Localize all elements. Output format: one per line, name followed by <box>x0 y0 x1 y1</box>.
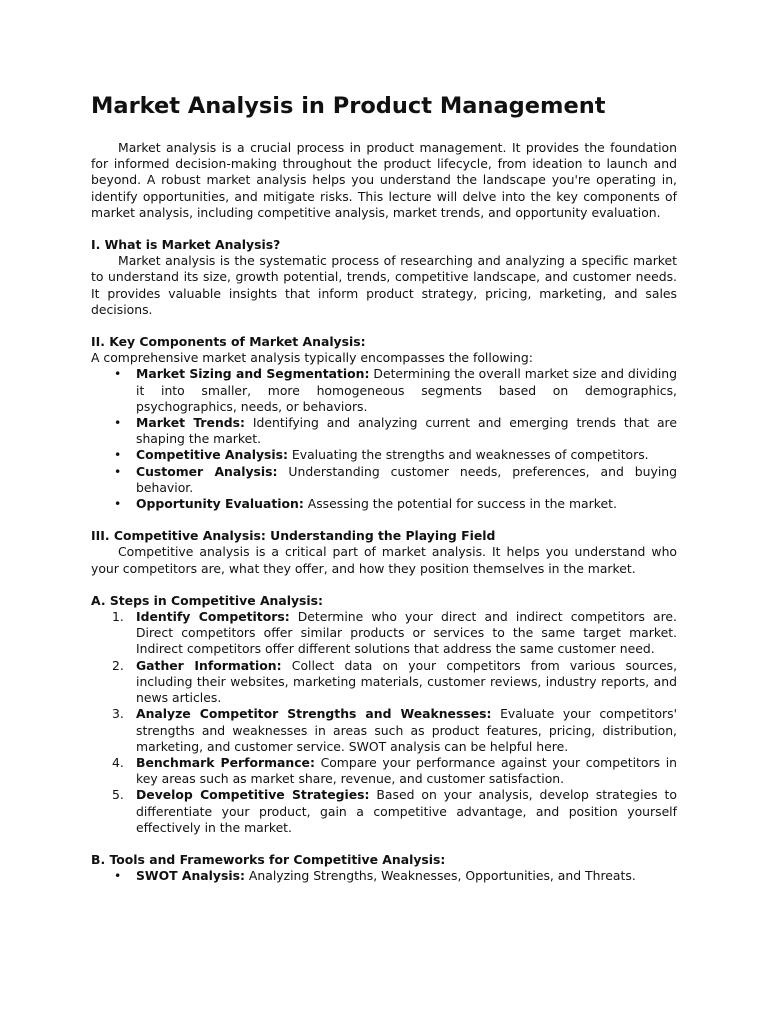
list-item <box>136 366 677 415</box>
list-item-term: Market Sizing and Segmentation: <box>136 366 370 382</box>
list-item-term: Market Trends: <box>136 415 245 431</box>
numbered-item <box>112 657 678 707</box>
list-item-text: Assessing the potential for success in the market. <box>303 496 617 512</box>
numbered-item <box>112 754 677 787</box>
section-b-heading: B. Tools and Frameworks for Competitive Analysis: <box>91 851 446 867</box>
document-title: Market Analysis in Product Management <box>91 93 606 119</box>
list-item-term: SWOT Analysis: <box>136 868 245 884</box>
list-item <box>136 415 677 447</box>
key-components-list <box>91 366 677 512</box>
list-item-text: Compare your performance against your competitors in key areas such as market share, revenue, and customer satisfaction. <box>136 754 677 787</box>
item-number: 1. <box>112 609 124 625</box>
list-item-term: Opportunity Evaluation: <box>136 496 304 512</box>
list-item-text: Collect data on your competitors from various sources, including their websites, marketing materials, customer reviews, industry reports, and news articles. <box>136 657 678 706</box>
list-item-text: Analyzing Strengths, Weaknesses, Opportunities, and Threats. <box>244 868 636 884</box>
item-number: 4. <box>112 754 124 770</box>
numbered-item <box>112 787 677 836</box>
competitive-steps-list <box>91 609 677 836</box>
tools-list <box>91 868 677 884</box>
section-1-heading: I. What is Market Analysis? <box>91 237 281 253</box>
section-2-lead: A comprehensive market analysis typically encompasses the following: <box>91 350 533 366</box>
list-item-text: Determine who your direct and indirect competitors are. Direct competitors offer similar products or services to the same target market. Indirect competitors offer different solutions that address the same customer need. <box>136 609 677 657</box>
list-item-text: Identifying and analyzing current and emerging trends that are shaping the market. <box>136 415 677 447</box>
document-page <box>91 92 677 884</box>
list-item-text: Evaluating the strengths and weaknesses of competitors. <box>287 447 649 463</box>
list-item-term: Gather Information: <box>136 657 282 673</box>
numbered-item <box>112 609 677 658</box>
section-a-heading: A. Steps in Competitive Analysis: <box>91 592 324 608</box>
list-item <box>136 447 677 463</box>
section-3-heading: III. Competitive Analysis: Understanding the Playing Field <box>91 528 496 544</box>
list-item-term: Identify Competitors: <box>136 609 290 625</box>
item-number: 2. <box>112 657 124 673</box>
list-item <box>136 464 677 496</box>
section-3-body: Competitive analysis is a critical part of market analysis. It helps you understand who your competitors are, what they offer, and how they position themselves in the market. <box>91 544 677 576</box>
item-number: 3. <box>112 706 124 722</box>
list-item-term: Customer Analysis: <box>136 463 278 479</box>
list-item-term: Analyze Competitor Strengths and Weaknesses: <box>136 706 492 722</box>
section-1-body: Market analysis is the systematic process of researching and analyzing a specific market to understand its size, growth potential, trends, competitive landscape, and customer needs. It provides valuable insights that inform product strategy, pricing, marketing, and sales decisions. <box>91 253 677 317</box>
list-item <box>136 496 677 512</box>
intro-paragraph: Market analysis is a crucial process in product management. It provides the foundation for informed decision-making throughout the product lifecycle, from ideation to launch and beyond. A robust market analysis helps you understand the landscape you're operating in, identify opportunities, and mitigate risks. This lecture will delve into the key components of market analysis, including competitive analysis, market trends, and opportunity evaluation. <box>91 140 677 220</box>
list-item <box>136 868 677 884</box>
list-item-text: Determining the overall market size and dividing it into smaller, more homogeneous segments based on demographics, psychographics, needs, or behaviors. <box>136 366 677 414</box>
list-item-text: Understanding customer needs, preferences, and buying behavior. <box>136 463 677 495</box>
list-item-text: Evaluate your competitors' strengths and weaknesses in areas such as product features, pricing, distribution, marketing, and customer service. SWOT analysis can be helpful here. <box>136 706 678 754</box>
list-item-term: Benchmark Performance: <box>136 754 315 770</box>
list-item-text: Based on your analysis, develop strategies to differentiate your product, gain a competitive advantage, and position yourself effectively in the market. <box>136 787 677 835</box>
section-2-heading: II. Key Components of Market Analysis: <box>91 334 366 350</box>
item-number: 5. <box>112 787 124 803</box>
list-item-term: Develop Competitive Strategies: <box>136 787 370 803</box>
list-item-term: Competitive Analysis: <box>136 447 288 463</box>
numbered-item <box>112 706 678 755</box>
